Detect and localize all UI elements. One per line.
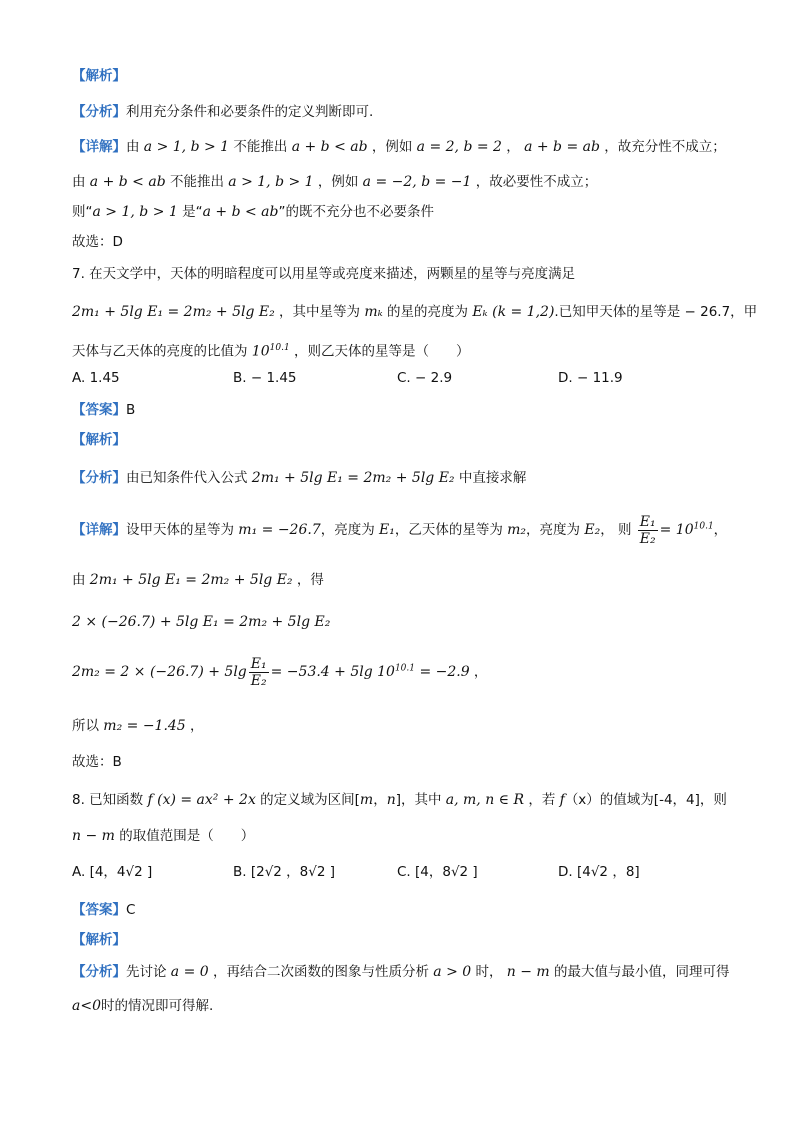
fenxi-tag: 【分析】 [72, 964, 126, 980]
text: 中直接求解 [454, 470, 527, 486]
q8-answer-line [72, 900, 734, 920]
analysis-text: 利用充分条件和必要条件的定义判断即可. [126, 104, 374, 120]
math: 10 [251, 343, 270, 360]
math: a > 0 [433, 964, 472, 980]
math: a > 1, b > 1 [92, 204, 178, 220]
fraction [249, 656, 269, 689]
q8-option-d: D. [4√2 ，8] [558, 864, 640, 880]
text: 时， [471, 964, 507, 980]
jiexi-heading-1 [72, 66, 734, 86]
text: ，亮度为 [320, 522, 380, 538]
jiexi-tag: 【解析】 [72, 932, 126, 948]
denominator: E₂ [250, 673, 267, 689]
math: E₂ [584, 522, 601, 538]
math: a + b < ab [291, 139, 368, 155]
text: 的星的亮度为 [382, 304, 473, 320]
text: ，则乙天体的星等是（ ） [289, 343, 470, 360]
q8-analysis-line-1 [72, 962, 734, 982]
q7-stem-line-1 [72, 264, 734, 284]
math: E₁ [379, 522, 395, 538]
text: 所以 [72, 718, 104, 734]
math: 2m₁ + 5lg E₁ = 2m₂ + 5lg E₂ [89, 572, 293, 588]
q8-stem-line-1 [72, 790, 734, 810]
q8-stem-line-2 [72, 826, 734, 846]
math-sup: 10.1 [269, 343, 290, 353]
text: ]，其中 [395, 792, 446, 808]
math: mₖ [364, 304, 383, 320]
math: a + b = ab [524, 139, 600, 155]
text: ，例如 [313, 174, 363, 190]
jiexi-heading-3 [72, 930, 734, 950]
q8-option-a: A. [4，4√2 ] [72, 864, 153, 880]
text: 8. 已知函数 [72, 792, 148, 808]
q7-answer: B [126, 402, 136, 418]
detail-line-1 [72, 137, 734, 157]
choice-line-1 [72, 232, 734, 252]
text: ，亮度为 [526, 522, 585, 538]
text: 先讨论 [126, 964, 171, 980]
math: n − m [506, 964, 550, 980]
math: 2m₁ + 5lg E₁ = 2m₂ + 5lg E₂ [72, 304, 275, 320]
q7-detail-line-4 [72, 656, 734, 689]
numerator: E₁ [250, 656, 267, 672]
fraction [638, 514, 658, 547]
fenxi-tag: 【分析】 [72, 470, 126, 486]
math: a, m, n ∈ R [445, 792, 525, 808]
math: Eₖ (k = 1,2) [472, 304, 555, 320]
math: 2 × (−26.7) + 5lg E₁ = 2m₂ + 5lg E₂ [72, 614, 331, 630]
text: ， [501, 139, 525, 155]
text: 7. 在天文学中，天体的明暗程度可以用星等或亮度来描述，两颗星的星等与亮度满足 [72, 266, 576, 282]
text: 的最大值与最小值，同理可得 [549, 964, 730, 980]
text: 不能推出 [165, 174, 229, 190]
math: n [386, 792, 396, 808]
math: a<0 [72, 998, 101, 1014]
text: ， [373, 792, 387, 808]
q7-options [72, 368, 732, 388]
math: a = 0 [170, 964, 209, 980]
math: a = −2, b = −1 [362, 174, 472, 190]
math: f (x) = ax² + 2x [147, 792, 256, 808]
text: 时的情况即可得解. [100, 998, 214, 1014]
choice-text: 故选：B [72, 754, 122, 770]
text: .已知甲天体的星等是 − 26.7，甲 [554, 304, 758, 320]
text: （x）的值域为[-4，4]，则 [564, 792, 727, 808]
q7-choice-line [72, 752, 734, 772]
xiangjie-tag: 【详解】 [72, 522, 126, 538]
text: ，乙天体的星等为 [394, 522, 508, 538]
math: 2m₁ + 5lg E₁ = 2m₂ + 5lg E₂ [251, 470, 455, 486]
math: f [559, 792, 565, 808]
text: ，例如 [367, 139, 417, 155]
daan-tag: 【答案】 [72, 902, 126, 918]
math: m₁ = −26.7 [238, 522, 321, 538]
text: ，其中星等为 [274, 304, 365, 320]
q8-option-b: B. [2√2 ，8√2 ] [233, 864, 336, 880]
math: m₂ [507, 522, 527, 538]
xiangjie-tag: 【详解】 [72, 139, 126, 155]
q7-option-a: A. 1.45 [72, 370, 120, 386]
analysis-line-1 [72, 102, 734, 122]
daan-tag: 【答案】 [72, 402, 126, 418]
text: ， [185, 718, 204, 734]
q7-detail-line-1 [72, 514, 734, 547]
math: = −53.4 + 5lg 10 [270, 664, 395, 680]
text: 天体与乙天体的亮度的比值为 [72, 343, 252, 360]
math: 2m₂ = 2 × (−26.7) + 5lg [72, 664, 247, 680]
math: m₂ = −1.45 [103, 718, 186, 734]
jiexi-tag: 【解析】 [72, 432, 126, 448]
text: 的取值范围是（ ） [114, 828, 255, 844]
detail-line-3 [72, 202, 734, 222]
math-sup: 10.1 [693, 521, 714, 532]
text: ， 则 [600, 522, 636, 538]
text: ，故必要性不成立； [471, 174, 598, 190]
q7-answer-line [72, 400, 734, 420]
text: 由 [72, 174, 90, 190]
q7-stem-line-3 [72, 338, 734, 362]
q8-analysis-line-2 [72, 996, 734, 1016]
q7-option-d: D. − 11.9 [558, 370, 623, 386]
q7-stem-line-2 [72, 302, 758, 322]
text: 设甲天体的星等为 [126, 522, 239, 538]
text: ”的既不充分也不必要条件 [278, 204, 434, 220]
math: m [359, 792, 374, 808]
text: ，再结合二次函数的图象与性质分析 [208, 964, 434, 980]
text: ，得 [292, 572, 324, 588]
math: n − m [72, 828, 115, 844]
text: 则“ [72, 204, 93, 220]
q7-detail-line-3 [72, 612, 734, 632]
q7-option-c: C. − 2.9 [397, 370, 453, 386]
fenxi-tag: 【分析】 [72, 104, 126, 120]
math: a + b < ab [89, 174, 166, 190]
text: ， [469, 664, 488, 680]
q8-answer: C [126, 902, 136, 918]
text: 由 [126, 139, 144, 155]
math: = 10 [659, 522, 694, 538]
text: 是“ [177, 204, 203, 220]
numerator: E₁ [639, 514, 656, 530]
text: 的定义域为区间[ [255, 792, 360, 808]
math-sup: 10.1 [394, 663, 415, 674]
choice-text: 故选：D [72, 234, 123, 250]
text: ，故充分性不成立； [599, 139, 726, 155]
text: 由已知条件代入公式 [126, 470, 252, 486]
text: ，若 [524, 792, 560, 808]
math: a + b < ab [202, 204, 279, 220]
denominator: E₂ [639, 531, 656, 547]
text: ， [713, 522, 728, 538]
q8-options [72, 862, 732, 882]
q7-option-b: B. − 1.45 [233, 370, 297, 386]
text: 不能推出 [229, 139, 292, 155]
detail-line-2 [72, 172, 734, 192]
jiexi-tag: 【解析】 [72, 68, 126, 84]
math: a > 1, b > 1 [228, 174, 314, 190]
math: = −2.9 [415, 664, 470, 680]
jiexi-heading-2 [72, 430, 734, 450]
q7-detail-line-2 [72, 570, 734, 590]
math: a > 1, b > 1 [143, 139, 230, 155]
q7-analysis-line [72, 468, 734, 488]
q7-detail-line-5 [72, 716, 734, 736]
text: 由 [72, 572, 90, 588]
math: a = 2, b = 2 [416, 139, 502, 155]
q8-option-c: C. [4，8√2 ] [397, 864, 478, 880]
